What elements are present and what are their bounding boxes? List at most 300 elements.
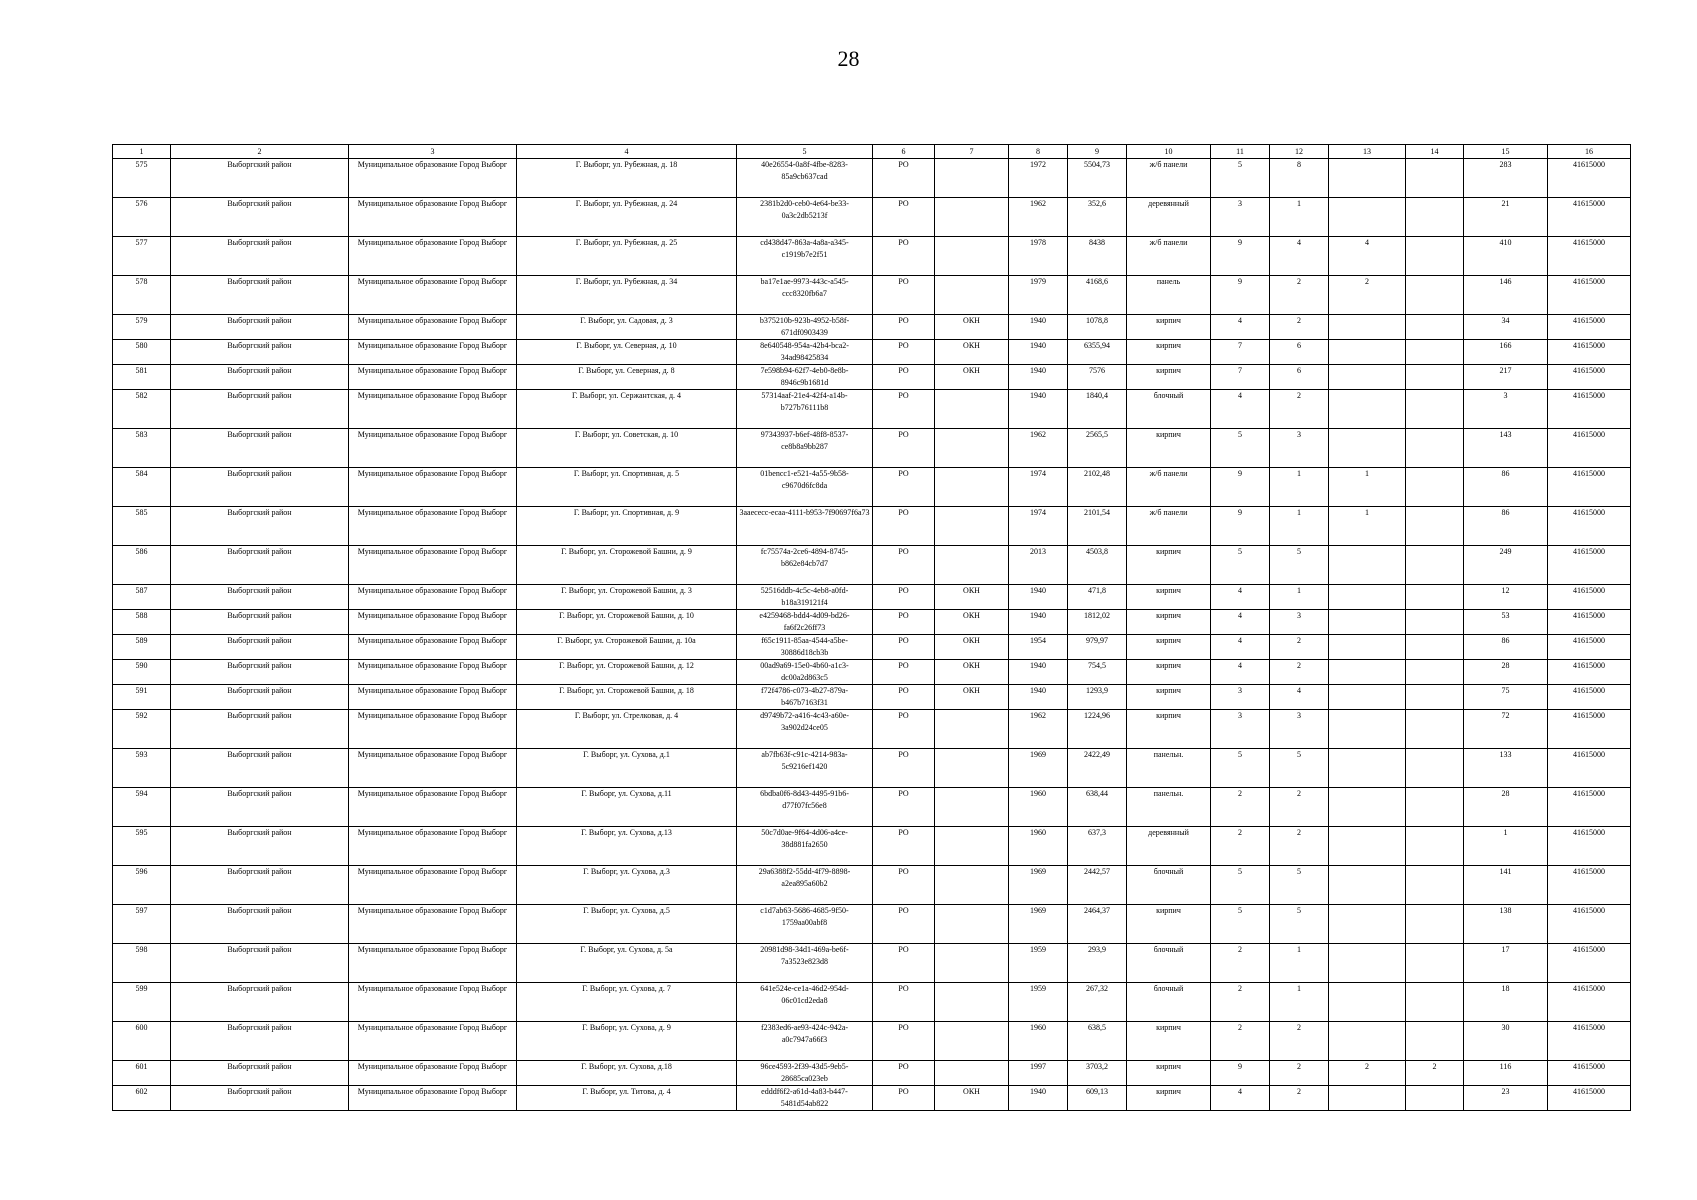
table-cell: Выборгский район bbox=[171, 429, 349, 468]
table-cell: 1997 bbox=[1009, 1061, 1068, 1086]
table-cell bbox=[1329, 1022, 1406, 1061]
table-cell: 578 bbox=[113, 276, 171, 315]
table-cell: 143 bbox=[1464, 429, 1548, 468]
table-cell: 8 bbox=[1270, 159, 1329, 198]
table-cell: блочный bbox=[1127, 866, 1211, 905]
table-cell: деревянный bbox=[1127, 827, 1211, 866]
table-cell bbox=[1406, 198, 1464, 237]
table-cell bbox=[1406, 905, 1464, 944]
table-cell: 601 bbox=[113, 1061, 171, 1086]
table-cell: Муниципальное образование Город Выборг bbox=[349, 866, 517, 905]
table-cell: Выборгский район bbox=[171, 585, 349, 610]
table-cell: 3 bbox=[1211, 710, 1270, 749]
table-cell: РО bbox=[873, 159, 935, 198]
table-cell: РО bbox=[873, 1086, 935, 1111]
table-cell bbox=[935, 944, 1009, 983]
table-cell: 9 bbox=[1211, 1061, 1270, 1086]
column-header: 8 bbox=[1009, 145, 1068, 159]
table-cell bbox=[935, 749, 1009, 788]
column-header: 3 bbox=[349, 145, 517, 159]
table-cell: РО bbox=[873, 827, 935, 866]
table-cell bbox=[1329, 660, 1406, 685]
table-cell: 41615000 bbox=[1548, 944, 1631, 983]
table-cell: РО bbox=[873, 905, 935, 944]
table-cell: 41615000 bbox=[1548, 1086, 1631, 1111]
table-cell: 594 bbox=[113, 788, 171, 827]
table-cell: 641e524e-ce1a-46d2-954d-06c01cd2eda8 bbox=[737, 983, 873, 1022]
table-cell: Выборгский район bbox=[171, 276, 349, 315]
table-cell: 17 bbox=[1464, 944, 1548, 983]
table-cell: 1 bbox=[1270, 468, 1329, 507]
table-cell: 1940 bbox=[1009, 1086, 1068, 1111]
table-cell: 577 bbox=[113, 237, 171, 276]
table-cell: РО bbox=[873, 660, 935, 685]
table-cell: РО bbox=[873, 429, 935, 468]
table-cell bbox=[1329, 788, 1406, 827]
table-cell bbox=[1406, 365, 1464, 390]
table-cell: 50c7d0ae-9f64-4d06-a4ce-38d881fa2650 bbox=[737, 827, 873, 866]
table-cell: РО bbox=[873, 468, 935, 507]
table-cell: Выборгский район bbox=[171, 905, 349, 944]
table-cell: ОКН bbox=[935, 340, 1009, 365]
table-cell: Г. Выборг, ул. Рубежная, д. 18 bbox=[517, 159, 737, 198]
table-cell bbox=[1406, 390, 1464, 429]
table-cell: 283 bbox=[1464, 159, 1548, 198]
table-cell: 596 bbox=[113, 866, 171, 905]
table-cell: 41615000 bbox=[1548, 635, 1631, 660]
table-cell: 585 bbox=[113, 507, 171, 546]
table-cell: 1960 bbox=[1009, 827, 1068, 866]
table-cell: Муниципальное образование Город Выборг bbox=[349, 429, 517, 468]
table-cell: 1224,96 bbox=[1068, 710, 1127, 749]
column-header: 13 bbox=[1329, 145, 1406, 159]
column-header: 2 bbox=[171, 145, 349, 159]
table-cell: Г. Выборг, ул. Сухова, д.1 bbox=[517, 749, 737, 788]
table-cell: 41615000 bbox=[1548, 788, 1631, 827]
table-cell: Г. Выборг, ул. Спортивная, д. 9 bbox=[517, 507, 737, 546]
table-cell: кирпич bbox=[1127, 365, 1211, 390]
table-cell: 41615000 bbox=[1548, 429, 1631, 468]
table-cell: 41615000 bbox=[1548, 365, 1631, 390]
table-cell: 590 bbox=[113, 660, 171, 685]
table-cell bbox=[1406, 710, 1464, 749]
table-cell: 1954 bbox=[1009, 635, 1068, 660]
table-cell: кирпич bbox=[1127, 340, 1211, 365]
table-cell: 1 bbox=[1270, 944, 1329, 983]
table-cell bbox=[1406, 944, 1464, 983]
table-cell: 57314aaf-21e4-42f4-a14b-b727b76111b8 bbox=[737, 390, 873, 429]
table-cell: 9 bbox=[1211, 276, 1270, 315]
table-cell: Муниципальное образование Город Выборг bbox=[349, 507, 517, 546]
table-cell: 138 bbox=[1464, 905, 1548, 944]
table-cell: РО bbox=[873, 1022, 935, 1061]
table-cell bbox=[935, 468, 1009, 507]
table-cell: кирпич bbox=[1127, 635, 1211, 660]
table-cell: 2 bbox=[1270, 827, 1329, 866]
table-cell: Муниципальное образование Город Выборг bbox=[349, 276, 517, 315]
table-cell bbox=[1406, 610, 1464, 635]
table-body bbox=[113, 159, 1631, 1111]
column-header: 16 bbox=[1548, 145, 1631, 159]
table-cell: 2464,37 bbox=[1068, 905, 1127, 944]
table-cell: 6355,94 bbox=[1068, 340, 1127, 365]
table-cell: 217 bbox=[1464, 365, 1548, 390]
table-cell: 602 bbox=[113, 1086, 171, 1111]
table-cell bbox=[935, 827, 1009, 866]
table-cell: 2 bbox=[1270, 1086, 1329, 1111]
table-cell: 3aaececc-ecaa-4111-b953-7f90697f6a73 bbox=[737, 507, 873, 546]
table-cell: Г. Выборг, ул. Стрелковая, д. 4 bbox=[517, 710, 737, 749]
table-cell bbox=[1406, 635, 1464, 660]
table-cell: 41615000 bbox=[1548, 827, 1631, 866]
table-cell: 5 bbox=[1211, 429, 1270, 468]
table-cell: 7 bbox=[1211, 340, 1270, 365]
table-cell: блочный bbox=[1127, 390, 1211, 429]
table-cell: кирпич bbox=[1127, 1061, 1211, 1086]
table-cell: 587 bbox=[113, 585, 171, 610]
table-cell: 583 bbox=[113, 429, 171, 468]
table-cell: 5 bbox=[1211, 905, 1270, 944]
table-cell: 41615000 bbox=[1548, 660, 1631, 685]
table-cell: 4 bbox=[1211, 610, 1270, 635]
table-cell bbox=[1329, 365, 1406, 390]
table-cell: 5 bbox=[1211, 749, 1270, 788]
table-cell: Выборгский район bbox=[171, 866, 349, 905]
table-cell: Выборгский район bbox=[171, 1022, 349, 1061]
table-cell: Г. Выборг, ул. Сухова, д.18 bbox=[517, 1061, 737, 1086]
table-cell: 41615000 bbox=[1548, 1022, 1631, 1061]
table-cell bbox=[935, 710, 1009, 749]
table-cell: 1962 bbox=[1009, 198, 1068, 237]
table-cell: 580 bbox=[113, 340, 171, 365]
table-cell: 471,8 bbox=[1068, 585, 1127, 610]
table-cell: f72f4786-c073-4b27-879a-b467b7163f31 bbox=[737, 685, 873, 710]
table-cell bbox=[1406, 660, 1464, 685]
table-cell: 5504,73 bbox=[1068, 159, 1127, 198]
table-cell: 2 bbox=[1270, 660, 1329, 685]
table-cell: 4 bbox=[1329, 237, 1406, 276]
table-row bbox=[113, 1061, 1631, 1086]
table-cell: Муниципальное образование Город Выборг bbox=[349, 827, 517, 866]
table-row bbox=[113, 905, 1631, 944]
table-cell: 141 bbox=[1464, 866, 1548, 905]
table-cell: 1940 bbox=[1009, 365, 1068, 390]
column-header: 7 bbox=[935, 145, 1009, 159]
table-cell: Выборгский район bbox=[171, 340, 349, 365]
table-cell: 1 bbox=[1329, 507, 1406, 546]
table-cell: 53 bbox=[1464, 610, 1548, 635]
table-cell: 5 bbox=[1211, 866, 1270, 905]
table-cell: Г. Выборг, ул. Рубежная, д. 34 bbox=[517, 276, 737, 315]
table-cell: Муниципальное образование Город Выборг bbox=[349, 685, 517, 710]
table-cell: b375210b-923b-4952-b58f-671df0903439 bbox=[737, 315, 873, 340]
table-cell: 2 bbox=[1270, 1022, 1329, 1061]
table-cell: 2381b2d0-ceb0-4e64-be33-0a3c2db5213f bbox=[737, 198, 873, 237]
table-row bbox=[113, 315, 1631, 340]
table-cell: ab7fb63f-c91c-4214-983a-5c9216ef1420 bbox=[737, 749, 873, 788]
table-cell: 41615000 bbox=[1548, 866, 1631, 905]
table-cell: d9749b72-a416-4c43-a60e-3a902d24ce05 bbox=[737, 710, 873, 749]
table-row bbox=[113, 788, 1631, 827]
table-cell: 1960 bbox=[1009, 788, 1068, 827]
table-row bbox=[113, 546, 1631, 585]
table-cell: Муниципальное образование Город Выборг bbox=[349, 340, 517, 365]
table-cell: 01bencc1-e521-4a55-9b58-c9670d6fc8da bbox=[737, 468, 873, 507]
table-cell: 595 bbox=[113, 827, 171, 866]
table-cell: Выборгский район bbox=[171, 315, 349, 340]
table-cell: Выборгский район bbox=[171, 660, 349, 685]
table-row bbox=[113, 866, 1631, 905]
table-cell: 00ad9a69-15e0-4b60-a1c3-dc00a2d863c5 bbox=[737, 660, 873, 685]
table-row bbox=[113, 749, 1631, 788]
table-cell: 7576 bbox=[1068, 365, 1127, 390]
table-cell: 1 bbox=[1270, 198, 1329, 237]
table-cell: Муниципальное образование Город Выборг bbox=[349, 710, 517, 749]
table-cell: 1962 bbox=[1009, 429, 1068, 468]
table-cell: 18 bbox=[1464, 983, 1548, 1022]
table-cell: Выборгский район bbox=[171, 983, 349, 1022]
table-cell: РО bbox=[873, 546, 935, 585]
table-cell: 3 bbox=[1270, 610, 1329, 635]
table-cell: Выборгский район bbox=[171, 507, 349, 546]
table-cell: РО bbox=[873, 585, 935, 610]
table-cell: Г. Выборг, ул. Сухова, д. 5а bbox=[517, 944, 737, 983]
table-cell: 41615000 bbox=[1548, 390, 1631, 429]
table-cell: РО bbox=[873, 276, 935, 315]
table-cell: РО bbox=[873, 710, 935, 749]
table-cell: кирпич bbox=[1127, 710, 1211, 749]
table-cell bbox=[1329, 685, 1406, 710]
table-cell bbox=[935, 429, 1009, 468]
table-cell: РО bbox=[873, 866, 935, 905]
table-cell: кирпич bbox=[1127, 660, 1211, 685]
table-cell: 2 bbox=[1406, 1061, 1464, 1086]
table-cell: 2 bbox=[1270, 276, 1329, 315]
table-cell: Г. Выборг, ул. Северная, д. 8 bbox=[517, 365, 737, 390]
table-cell: 41615000 bbox=[1548, 159, 1631, 198]
table-cell bbox=[1406, 788, 1464, 827]
table-cell: 1 bbox=[1464, 827, 1548, 866]
table-cell bbox=[935, 905, 1009, 944]
table-cell: 41615000 bbox=[1548, 610, 1631, 635]
table-cell: Г. Выборг, ул. Сухова, д. 7 bbox=[517, 983, 737, 1022]
table-cell: 600 bbox=[113, 1022, 171, 1061]
table-cell bbox=[1329, 429, 1406, 468]
table-cell: 6 bbox=[1270, 340, 1329, 365]
table-cell: 20981d98-34d1-469a-be6f-7a3523e823d8 bbox=[737, 944, 873, 983]
table-cell: РО bbox=[873, 198, 935, 237]
table-cell: 1978 bbox=[1009, 237, 1068, 276]
table-cell: 2 bbox=[1270, 635, 1329, 660]
table-cell bbox=[1329, 159, 1406, 198]
table-cell: деревянный bbox=[1127, 198, 1211, 237]
table-cell: 1940 bbox=[1009, 340, 1068, 365]
table-cell: 352,6 bbox=[1068, 198, 1127, 237]
table-cell bbox=[1406, 468, 1464, 507]
table-row bbox=[113, 340, 1631, 365]
table-cell: 4 bbox=[1211, 660, 1270, 685]
column-header: 4 bbox=[517, 145, 737, 159]
table-cell: ОКН bbox=[935, 315, 1009, 340]
column-header: 14 bbox=[1406, 145, 1464, 159]
table-cell bbox=[1329, 198, 1406, 237]
table-cell: 582 bbox=[113, 390, 171, 429]
table-cell: 41615000 bbox=[1548, 983, 1631, 1022]
table-cell: Г. Выборг, ул. Сухова, д.3 bbox=[517, 866, 737, 905]
table-cell: ОКН bbox=[935, 1086, 1009, 1111]
table-cell: fc75574a-2ce6-4894-8745-b862e84cb7d7 bbox=[737, 546, 873, 585]
table-cell: 4 bbox=[1211, 390, 1270, 429]
table-cell bbox=[935, 507, 1009, 546]
table-cell bbox=[1329, 340, 1406, 365]
table-cell: 5 bbox=[1270, 749, 1329, 788]
table-cell: Выборгский район bbox=[171, 1061, 349, 1086]
table-cell: 7 bbox=[1211, 365, 1270, 390]
table-cell: 1960 bbox=[1009, 1022, 1068, 1061]
table-cell bbox=[1329, 827, 1406, 866]
table-cell: 2565,5 bbox=[1068, 429, 1127, 468]
table-cell: Г. Выборг, ул. Советская, д. 10 bbox=[517, 429, 737, 468]
table-cell: РО bbox=[873, 237, 935, 276]
table-cell: 4 bbox=[1270, 685, 1329, 710]
table-cell: edddf6f2-a61d-4a83-b447-5481d54ab822 bbox=[737, 1086, 873, 1111]
table-cell: 2422,49 bbox=[1068, 749, 1127, 788]
table-cell: 1972 bbox=[1009, 159, 1068, 198]
table-cell: Г. Выборг, ул. Сухова, д.11 bbox=[517, 788, 737, 827]
table-cell: 28 bbox=[1464, 788, 1548, 827]
table-row bbox=[113, 237, 1631, 276]
column-header: 11 bbox=[1211, 145, 1270, 159]
table-cell bbox=[1329, 866, 1406, 905]
table-cell bbox=[935, 237, 1009, 276]
table-cell: 2 bbox=[1211, 983, 1270, 1022]
table-cell: f65c1911-85aa-4544-a5be-30886d18cb3b bbox=[737, 635, 873, 660]
table-cell bbox=[1329, 610, 1406, 635]
table-row bbox=[113, 390, 1631, 429]
table-cell: Г. Выборг, ул. Сторожевой Башни, д. 18 bbox=[517, 685, 737, 710]
table-cell: 5 bbox=[1211, 546, 1270, 585]
table-cell: 4 bbox=[1211, 315, 1270, 340]
table-cell bbox=[1406, 340, 1464, 365]
table-cell: 6 bbox=[1270, 365, 1329, 390]
table-cell: 293,9 bbox=[1068, 944, 1127, 983]
page-number: 28 bbox=[837, 46, 860, 71]
table-cell: 1974 bbox=[1009, 468, 1068, 507]
table-cell bbox=[1406, 315, 1464, 340]
table-cell: 1969 bbox=[1009, 749, 1068, 788]
table-cell: РО bbox=[873, 1061, 935, 1086]
table-row bbox=[113, 1022, 1631, 1061]
table-cell: 609,13 bbox=[1068, 1086, 1127, 1111]
table-row bbox=[113, 610, 1631, 635]
table-cell: РО bbox=[873, 983, 935, 1022]
table-cell: 581 bbox=[113, 365, 171, 390]
table-cell: ОКН bbox=[935, 685, 1009, 710]
table-row bbox=[113, 635, 1631, 660]
table-cell: 597 bbox=[113, 905, 171, 944]
table-cell: Выборгский район bbox=[171, 1086, 349, 1111]
table-cell: 2 bbox=[1211, 1022, 1270, 1061]
table-cell: 576 bbox=[113, 198, 171, 237]
table-cell: c1d7ab63-5686-4685-9f50-1759aa00abf8 bbox=[737, 905, 873, 944]
table-cell: 2 bbox=[1211, 788, 1270, 827]
table-cell: ж/б панели bbox=[1127, 468, 1211, 507]
column-header: 6 bbox=[873, 145, 935, 159]
table-cell bbox=[1406, 1086, 1464, 1111]
table-cell: 28 bbox=[1464, 660, 1548, 685]
table-cell: 638,5 bbox=[1068, 1022, 1127, 1061]
table-cell: 4 bbox=[1211, 1086, 1270, 1111]
table-cell: 1812,02 bbox=[1068, 610, 1127, 635]
table-cell: 2013 bbox=[1009, 546, 1068, 585]
table-cell: 598 bbox=[113, 944, 171, 983]
table-cell: 1959 bbox=[1009, 944, 1068, 983]
table-cell: 754,5 bbox=[1068, 660, 1127, 685]
table-cell: Муниципальное образование Город Выборг bbox=[349, 390, 517, 429]
table-cell: 4 bbox=[1211, 635, 1270, 660]
table-cell: 41615000 bbox=[1548, 315, 1631, 340]
table-cell: РО bbox=[873, 365, 935, 390]
table-cell: 979,97 bbox=[1068, 635, 1127, 660]
table-cell: 586 bbox=[113, 546, 171, 585]
table-cell bbox=[1329, 944, 1406, 983]
table-cell: 29a6388f2-55dd-4f79-8898-a2ea895a60b2 bbox=[737, 866, 873, 905]
table-cell: 2 bbox=[1211, 944, 1270, 983]
table-cell: 9 bbox=[1211, 237, 1270, 276]
table-cell: Муниципальное образование Город Выборг bbox=[349, 468, 517, 507]
table-cell: РО bbox=[873, 685, 935, 710]
table-cell bbox=[1406, 429, 1464, 468]
table-cell: 34 bbox=[1464, 315, 1548, 340]
table-cell: Выборгский район bbox=[171, 365, 349, 390]
table-cell: 1 bbox=[1270, 585, 1329, 610]
column-header: 1 bbox=[113, 145, 171, 159]
table-cell: 1940 bbox=[1009, 390, 1068, 429]
table-row bbox=[113, 944, 1631, 983]
table-cell: Г. Выборг, ул. Сторожевой Башни, д. 10а bbox=[517, 635, 737, 660]
table-cell: Г. Выборг, ул. Сторожевой Башни, д. 12 bbox=[517, 660, 737, 685]
table-cell: РО bbox=[873, 944, 935, 983]
table-cell: Муниципальное образование Город Выборг bbox=[349, 1022, 517, 1061]
table-cell: 637,3 bbox=[1068, 827, 1127, 866]
table-cell: ОКН bbox=[935, 635, 1009, 660]
column-header: 5 bbox=[737, 145, 873, 159]
table-cell bbox=[1329, 390, 1406, 429]
table-cell: 267,32 bbox=[1068, 983, 1127, 1022]
table-cell bbox=[1329, 983, 1406, 1022]
table-cell: 41615000 bbox=[1548, 905, 1631, 944]
table-cell: кирпич bbox=[1127, 585, 1211, 610]
table-cell bbox=[1406, 276, 1464, 315]
table-cell bbox=[935, 983, 1009, 1022]
header-row bbox=[113, 145, 1631, 159]
table-cell: 9 bbox=[1211, 507, 1270, 546]
table-cell: кирпич bbox=[1127, 429, 1211, 468]
table-cell: 116 bbox=[1464, 1061, 1548, 1086]
table-cell bbox=[1406, 866, 1464, 905]
table-cell: Муниципальное образование Город Выборг bbox=[349, 905, 517, 944]
table-cell: 1940 bbox=[1009, 315, 1068, 340]
table-cell: панельн. bbox=[1127, 788, 1211, 827]
table-cell: 579 bbox=[113, 315, 171, 340]
table-cell bbox=[935, 546, 1009, 585]
table-cell: кирпич bbox=[1127, 546, 1211, 585]
table-cell: 1940 bbox=[1009, 685, 1068, 710]
table-cell: 7e598b94-62f7-4eb0-8e8b-8946c9b1681d bbox=[737, 365, 873, 390]
table-cell: блочный bbox=[1127, 983, 1211, 1022]
table-cell bbox=[1329, 1086, 1406, 1111]
table-cell: 5 bbox=[1270, 546, 1329, 585]
